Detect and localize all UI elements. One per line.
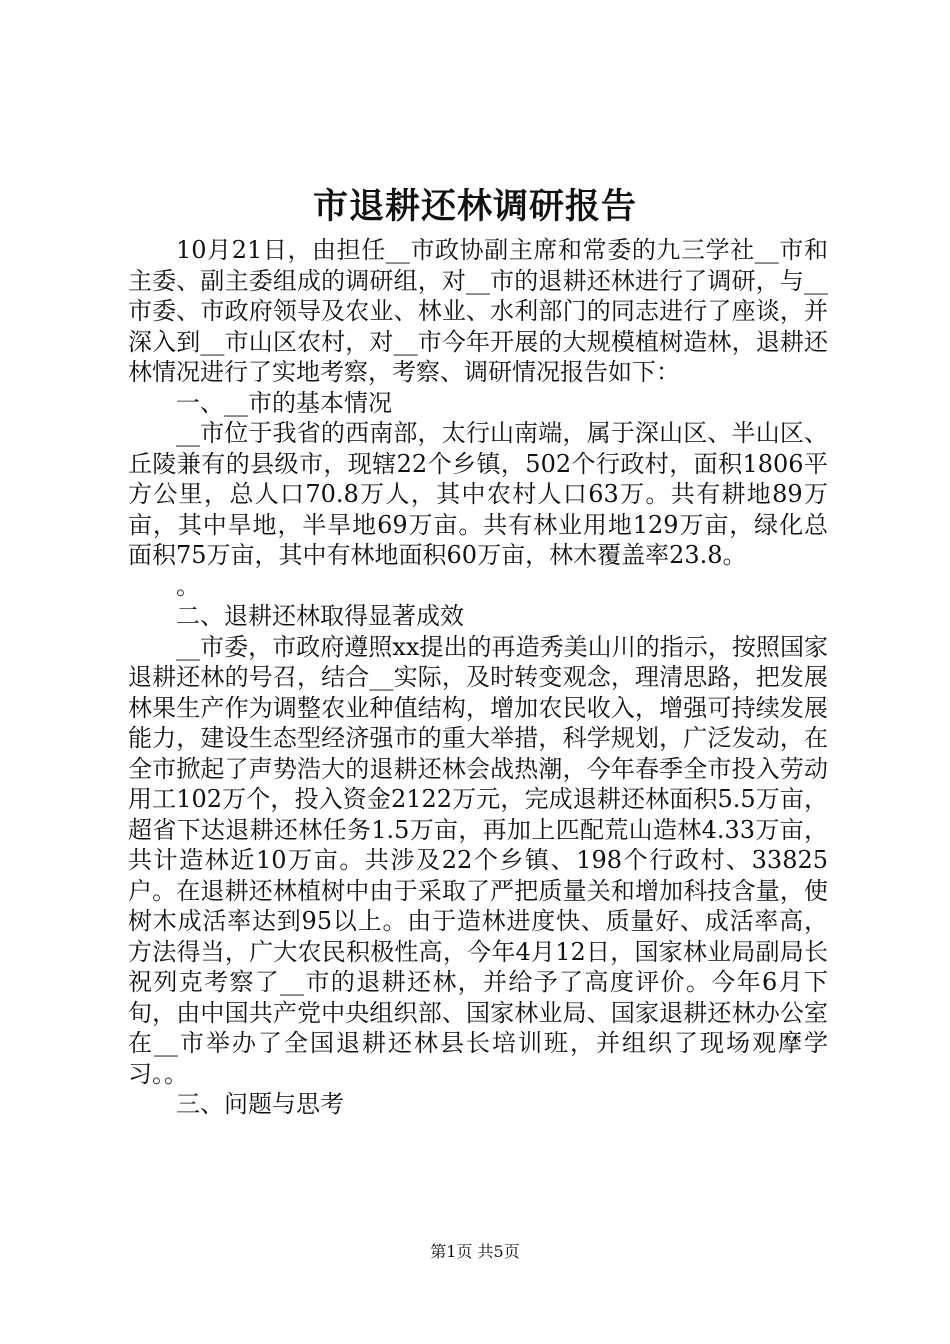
paragraph-basic-info: __市位于我省的西南部，太行山南端，属于深山区、半山区、丘陵兼有的县级市，现辖22个乡镇，502个行政村，面积1806平方公里，总人口70.8万人，其中农村人口63万。共有耕地89万亩，其中旱地，半旱地69万亩。共有林业用地129万亩，绿化总面积75万亩，其中有林地面积60万亩，林木覆盖率23.8。: [128, 419, 828, 569]
section-heading-2: 二、退耕还林取得显著成效: [176, 602, 464, 630]
paragraph-intro: 10月21日，由担任__市政协副主席和常委的九三学社__市和主委、副主委组成的调研组，对__市的退耕还林进行了调研，与__市委、市政府领导及农业、林业、水利部门的同志进行了座谈，并深入到__市山区农村，对__市今年开展的大规模植树造林，退耕还林情况进行了实地考察，考察、调研情况报告如下：: [128, 236, 828, 386]
section-heading-1: 一、__市的基本情况: [176, 388, 392, 417]
page-number-footer: 第1页 共5页: [430, 1242, 520, 1261]
document-body: [128, 235, 828, 1120]
paragraph-achievements: __市委，市政府遵照xx提出的再造秀美山川的指示，按照国家退耕还林的号召，结合__实际，及时转变观念，理清思路，把发展林果生产作为调整农业种值结构，增加农民收入，增强可持续发展能力，建设生态型经济强市的重大举措，科学规划，广泛发动，在全市掀起了声势浩大的退耕还林会战热潮，今年春季全市投入劳动用工102万个，投入资金2122万元，完成退耕还林面积5.5万亩，超省下达退耕还林任务1.5万亩，再加上匹配荒山造林4.33万亩，共计造林近10万亩。共涉及22个乡镇、198个行政村、33825户。在退耕还林植树中由于采取了严把质量关和增加科技含量，使树木成活率达到95以上。由于造林进度快、质量好、成活率高，方法得当，广大农民积极性高，今年4月12日，国家林业局副局长祝列克考察了__市的退耕还林，并给予了高度评价。今年6月下旬，由中国共产党中央组织部、国家林业局、国家退耕还林办公室在__市举办了全国退耕还林县长培训班，并组织了现场观摩学习。。: [128, 632, 828, 1088]
document-title: 市退耕还林调研报告: [312, 186, 637, 227]
paragraph-period: 。: [176, 571, 200, 600]
section-heading-3: 三、问题与思考: [176, 1090, 344, 1118]
